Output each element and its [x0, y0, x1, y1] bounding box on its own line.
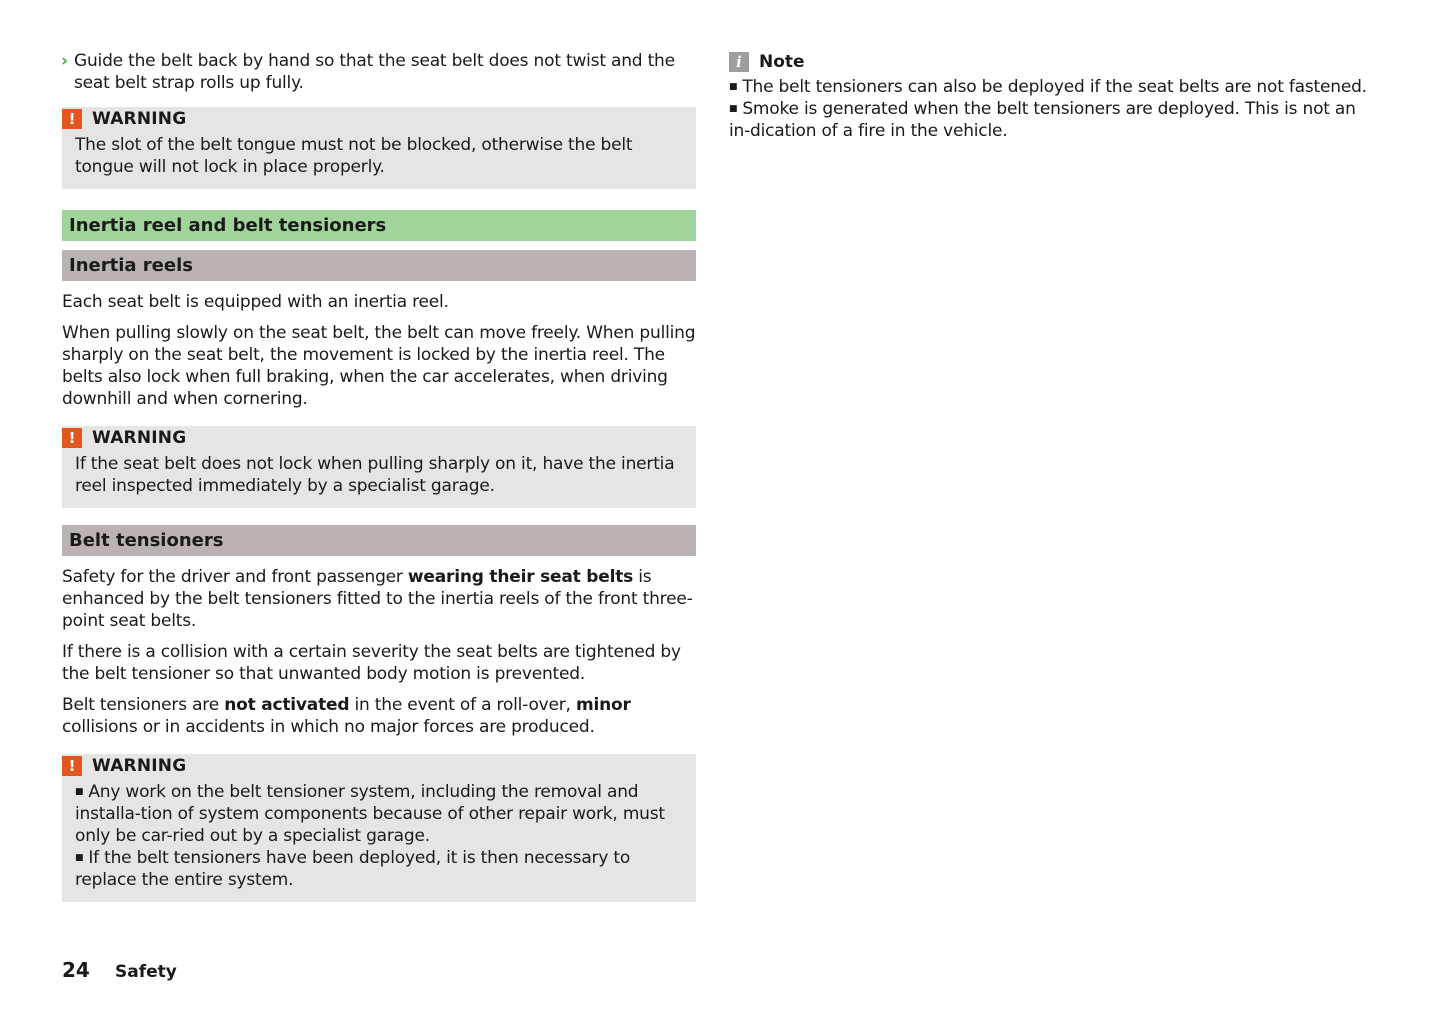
- section-heading: Inertia reel and belt tensioners: [62, 210, 696, 241]
- step-text: Guide the belt back by hand so that the seat belt does not twist and the seat belt strap rolls up fully.: [74, 51, 675, 93]
- warning-bullet: ■ Any work on the belt tensioner system, including the removal and installa-tion of system components because of other repair work, must only be car-ried out by a specialist garage.: [75, 781, 682, 847]
- warning-box-belt-tongue: [62, 107, 696, 189]
- paragraph: [62, 694, 696, 738]
- left-column: [62, 50, 696, 902]
- text-span: in the event of a roll-over,: [349, 695, 576, 715]
- text-span: is enhanced by the belt tensioners fitted to the inertia reels of the front three-point seat belts.: [62, 567, 693, 631]
- note-header: [729, 50, 1369, 74]
- warning-title: WARNING: [92, 109, 187, 129]
- warning-title: WARNING: [92, 756, 187, 776]
- subsection-heading-belt-tensioners: Belt tensioners: [62, 525, 696, 556]
- note-bullet: ■ Smoke is generated when the belt tensioners are deployed. This is not an in-dication of a fire in the vehicle.: [729, 98, 1369, 142]
- warning-text: The slot of the belt tongue must not be blocked, otherwise the belt tongue will not lock in place properly.: [75, 135, 633, 177]
- warning-header: [62, 754, 682, 778]
- warning-icon: !: [62, 756, 82, 776]
- right-column: [729, 50, 1369, 142]
- footer-section-title: Safety: [115, 962, 177, 982]
- emphasis-text: wearing their seat belts: [407, 567, 634, 587]
- paragraph: If there is a collision with a certain severity the seat belts are tightened by the belt tensioner so that unwanted body motion is prevented.: [62, 642, 681, 684]
- paragraph: Each seat belt is equipped with an inertia reel.: [62, 292, 449, 312]
- warning-text: [75, 781, 682, 891]
- text-span: Safety for the driver and front passenger: [62, 567, 408, 587]
- text-span: collisions or in accidents in which no major forces are produced.: [62, 717, 595, 737]
- warning-icon: !: [62, 109, 82, 129]
- warning-title: WARNING: [92, 428, 187, 448]
- warning-text: If the seat belt does not lock when pulling sharply on it, have the inertia reel inspected immediately by a specialist garage.: [75, 454, 675, 496]
- note-title: Note: [759, 52, 805, 72]
- subsection-heading-inertia-reels: Inertia reels: [62, 250, 696, 281]
- paragraph: When pulling slowly on the seat belt, the belt can move freely. When pulling sharply on the seat belt, the movement is locked by the inertia reel. The belts also lock when full braking, when the car accelerates, when driving downhill and when cornering.: [62, 323, 696, 409]
- step-arrow-icon: ›: [61, 51, 68, 71]
- note-body: [729, 76, 1369, 142]
- note-bullet: ■ The belt tensioners can also be deployed if the seat belts are not fastened.: [729, 76, 1369, 98]
- warning-box-inertia-reel: [62, 426, 696, 508]
- page-number: 24: [62, 958, 90, 982]
- warning-icon: !: [62, 428, 82, 448]
- warning-box-belt-tensioner-system: [62, 754, 696, 902]
- info-icon: i: [729, 52, 749, 72]
- warning-header: [62, 426, 682, 450]
- text-span: Belt tensioners are: [62, 695, 225, 715]
- emphasis-text: not activated: [224, 695, 350, 715]
- page-footer: [62, 958, 177, 982]
- emphasis-text: minor: [575, 695, 631, 715]
- paragraph: [62, 566, 696, 632]
- instruction-step: [61, 50, 696, 94]
- warning-header: [62, 107, 682, 131]
- warning-bullet: ■ If the belt tensioners have been deployed, it is then necessary to replace the entire system.: [75, 847, 682, 891]
